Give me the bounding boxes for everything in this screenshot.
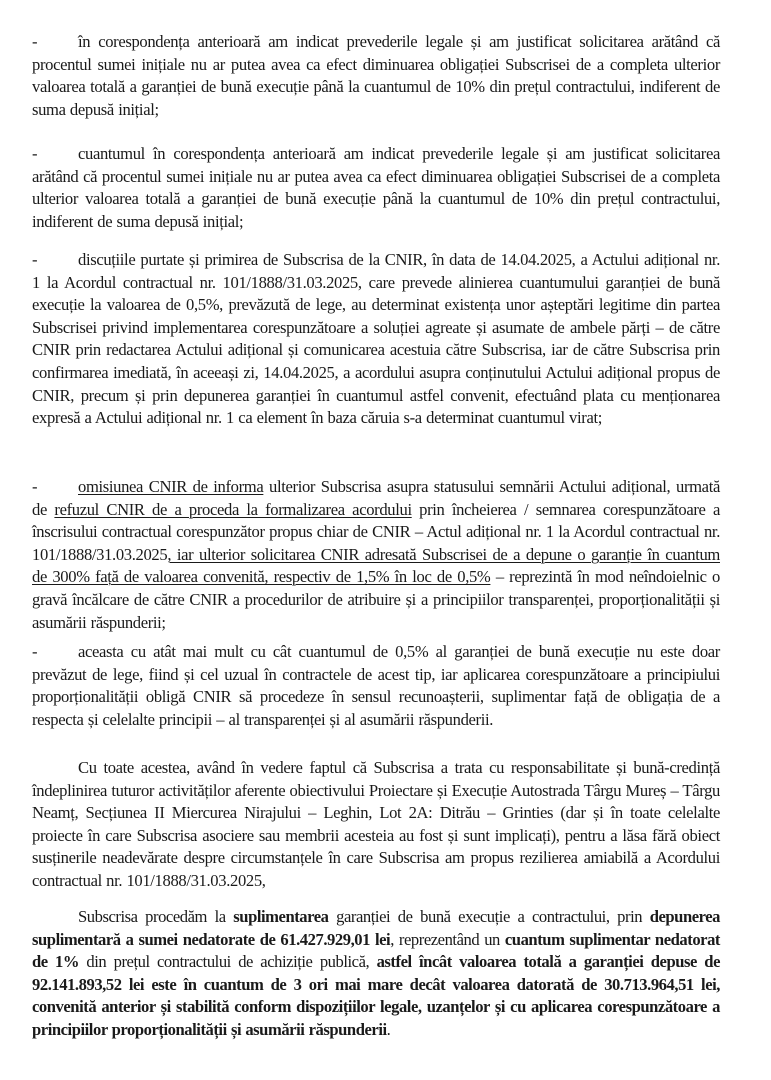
bullet-dash: - (32, 250, 38, 269)
paragraph-indented (32, 906, 720, 1042)
text-segment: Subscrisa procedăm la (78, 907, 234, 926)
bold-text: astfel încât valoarea totală a garanției depuse de 92.141.893,52 lei este în cuantum de 3 ori mai mare decât valoarea datorată de 30.713.964,51 lei, convenită anterior și stabilită conform dispozițiilor legale, uzanțelor și cu aplicarea corespunzătoare a principiilor proporționalității și asumării răspunderii (32, 952, 720, 1039)
text-segment: discuțiile purtate și primirea de Subscrisa de la CNIR, în data de 14.04.2025, a Actului adițional nr. 1 la Acordul contractual nr. 101/1888/31.03.2025, care prevede alinierea cuantumului garanției de bună execuție la valoarea de 0,5%, prevăzută de lege, au determinat existența unor așteptări legitime din partea Subscrisei privind implementarea corespunzătoare a soluției agreate și asumate de ambele părți – de către CNIR prin redactarea Actului adițional și comunicarea acestuia către Subscrisa, iar de către Subscrisa prin confirmarea imediată, în aceeași zi, 14.04.2025, a acordului asupra conținutului Actului adițional propus de CNIR, precum și prin depunerea garanției în cuantumul astfel convenit, efectuând plata cu menționarea expresă a Actului adițional nr. 1 ca element în baza căruia s-a determinat cuantumul virat; (32, 250, 720, 428)
bold-text: suplimentarea (233, 907, 329, 926)
text-segment: aceasta cu atât mai mult cu cât cuantumul de 0,5% al garanției de bună execuție nu este doar prevăzut de lege, fiind și cel uzual în contractele de acest tip, iar aplicarea corespunzătoare a principiului proporționalității obligă CNIR să procedeze în sensul recunoașterii, suplimentar față de obligația de a respecta și celelalte principii – al transparenței și al asumării răspunderii. (32, 642, 720, 729)
bold-text: depunerea suplimentară a sumei nedatorate de 61.427.929,01 lei (32, 907, 721, 949)
bullet-dash: - (32, 144, 38, 163)
text-segment: garanției de bună execuție a contractului, prin (328, 907, 650, 926)
bold-text: cuantum suplimentar nedatorat de 1% (32, 929, 721, 972)
paragraph-indented (32, 757, 720, 893)
text-segment: , reprezentând un (390, 929, 505, 949)
text-segment: . (386, 1019, 391, 1039)
underlined-text: refuzul CNIR de a proceda la formalizarea acordului (54, 499, 412, 519)
paragraph-bullet (32, 249, 720, 430)
bullet-dash: - (32, 642, 38, 661)
text-segment: ulterior Subscrisa asupra statusului semnării Actului adițional, urmată de (32, 477, 720, 519)
paragraph-bullet (32, 476, 720, 634)
text-segment: în corespondența anterioară am indicat prevederile legale și am justificat solicitarea arătând că procentul sumei inițiale nu ar putea avea ca efect diminuarea obligației Subscrisei de a completa ulterior valoarea totală a garanției de bună execuție până la cuantumul de 10% din prețul contractului, indiferent de suma depusă inițial; (32, 32, 720, 119)
text-segment: prin încheierea / semnarea corespunzătoare a înscrisului contractual corespunzător propus chiar de CNIR – Actul adițional nr. 1 la Acordul contractual nr. 101/1888/31.03.2025 (32, 499, 720, 564)
text-segment: – reprezintă în mod neîndoielnic o gravă încălcare de către CNIR a procedurilor de atribuire și a principiilor transparenței, proporționalității și asumării răspunderii; (32, 567, 720, 632)
text-segment: cuantumul în corespondența anterioară am indicat prevederile legale și am justificat solicitarea arătând că procentul sumei inițiale nu ar putea avea ca efect diminuarea obligației Subscrisei de a completa ulterior valoarea totală a garanției de bună execuție până la cuantumul de 10% din prețul contractului, indiferent de suma depusă inițial; (32, 144, 720, 231)
bullet-dash: - (32, 32, 38, 51)
paragraph-bullet (32, 31, 720, 121)
paragraph-bullet (32, 143, 720, 233)
text-segment: din prețul contractului de achiziție publică, (79, 952, 377, 972)
bullet-dash: - (32, 477, 38, 496)
paragraph-bullet (32, 641, 720, 731)
underlined-text: , iar ulterior solicitarea CNIR adresată Subscrisei de a depune o garanție în cuantum de 300% față de valoarea convenită, respectiv de 1,5% în loc de 0,5% (32, 544, 720, 587)
text-segment: Cu toate acestea, având în vedere faptul că Subscrisa a trata cu responsabilitate și bună-credință îndeplinirea tuturor activităților aferente obiectivului Proiectare și Execuție Autostrada Târgu Mureș – Târgu Neamț, Secțiunea II Miercurea Nirajului – Leghin, Lot 2A: Ditrău – Grinties (dar și în toate celelalte proiecte în care Subscrisa asociere sau membrii acesteia au fost și sunt implicați), pentru a lăsa fără obiect susținerile neadevărate despre circumstanțele în care Subscrisa am propus rezilierea amiabilă a Acordului contractual nr. 101/1888/31.03.2025, (32, 758, 720, 890)
underlined-text: omisiunea CNIR de informa (78, 477, 264, 496)
